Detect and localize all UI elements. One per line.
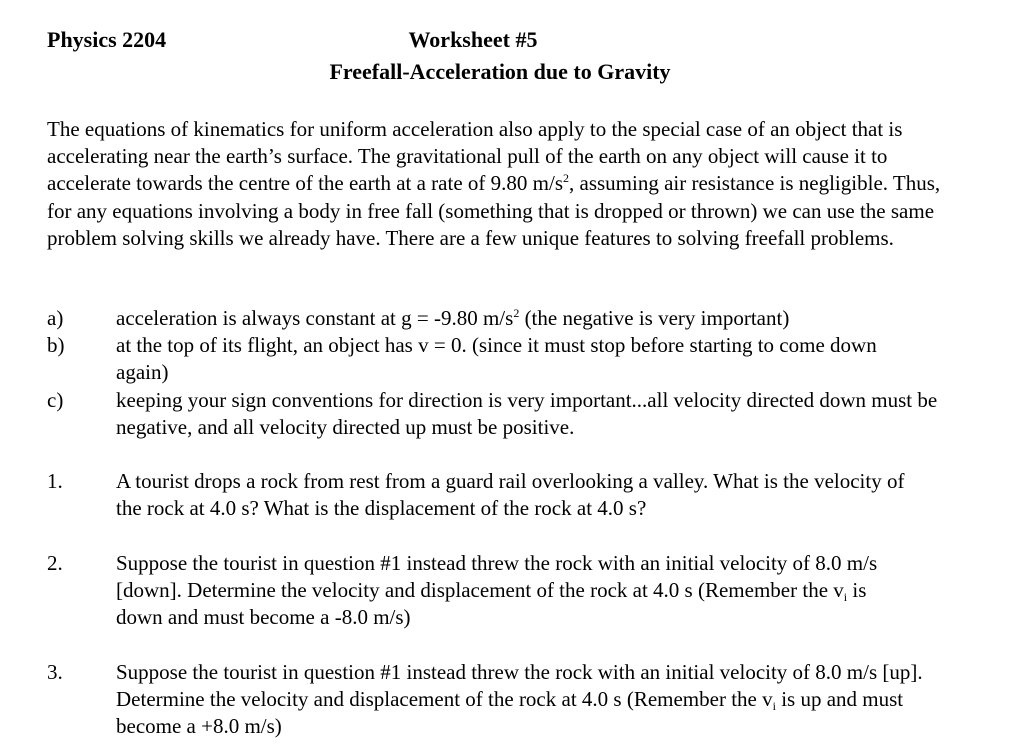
worksheet-number: Worksheet #5 xyxy=(408,27,538,52)
question-3-subscript: i xyxy=(772,699,776,713)
question-2-text-part1: Suppose the tourist in question #1 instead threw the rock with an initial velocity of 8.0 m/s [down]. Determine the velocity and displacement of the rock at 4.0 s (Remember the v xyxy=(116,551,878,602)
question-1-text: A tourist drops a rock from rest from a guard rail overlooking a valley. What is the velocity of the rock at 4.0 s? What is the displacement of the rock at 4.0 s? xyxy=(116,469,905,520)
question-2-number: 2. xyxy=(47,551,63,575)
course-title: Physics 2204 xyxy=(47,27,167,52)
point-c-marker: c) xyxy=(47,388,64,412)
point-b-marker: b) xyxy=(47,333,65,357)
point-a-text-part2: (the negative is very important) xyxy=(519,306,790,330)
question-3-number: 3. xyxy=(47,660,63,684)
question-3-text-part1: Suppose the tourist in question #1 instead threw the rock with an initial velocity of 8.0 m/s [up]. Determine the velocity and displacement of the rock at 4.0 s (Remember the v xyxy=(116,660,923,711)
question-3-text-part2: is up and must become a +8.0 m/s) xyxy=(116,687,904,738)
point-a-marker: a) xyxy=(47,306,64,330)
question-2-subscript: i xyxy=(843,590,848,604)
point-a-text-part1: acceleration is always constant at g = -9.80 m/s xyxy=(116,306,514,330)
question-1-number: 1. xyxy=(47,469,63,493)
worksheet-title: Freefall-Acceleration due to Gravity xyxy=(329,59,671,84)
point-a-text xyxy=(116,305,946,332)
intro-paragraph xyxy=(47,116,947,252)
point-b-text: at the top of its flight, an object has v = 0. (since it must stop before starting to come down again) xyxy=(116,333,877,384)
question-3-text xyxy=(116,659,946,740)
point-a-superscript: 2 xyxy=(513,306,520,320)
question-2-text xyxy=(116,550,916,631)
intro-text-part1: The equations of kinematics for uniform acceleration also apply to the special case of an object that is accelerating near the earth’s surface. The gravitational pull of the earth on any object will cause it to accelerate towards the centre of the earth at a rate of 9.80 m/s xyxy=(47,117,903,196)
intro-superscript: 2 xyxy=(563,171,569,186)
point-c-text: keeping your sign conventions for direction is very important...all velocity directed down must be negative, and all velocity directed up must be positive. xyxy=(116,388,938,439)
question-2-text-part2: is down and must become a -8.0 m/s) xyxy=(116,578,867,629)
intro-text-part2: , assuming air resistance is negligible. Thus, for any equations involving a body in free fall (something that is dropped or thrown) we can use the same problem solving skills we already have. There are a few unique features to solving freefall problems. xyxy=(47,171,941,250)
